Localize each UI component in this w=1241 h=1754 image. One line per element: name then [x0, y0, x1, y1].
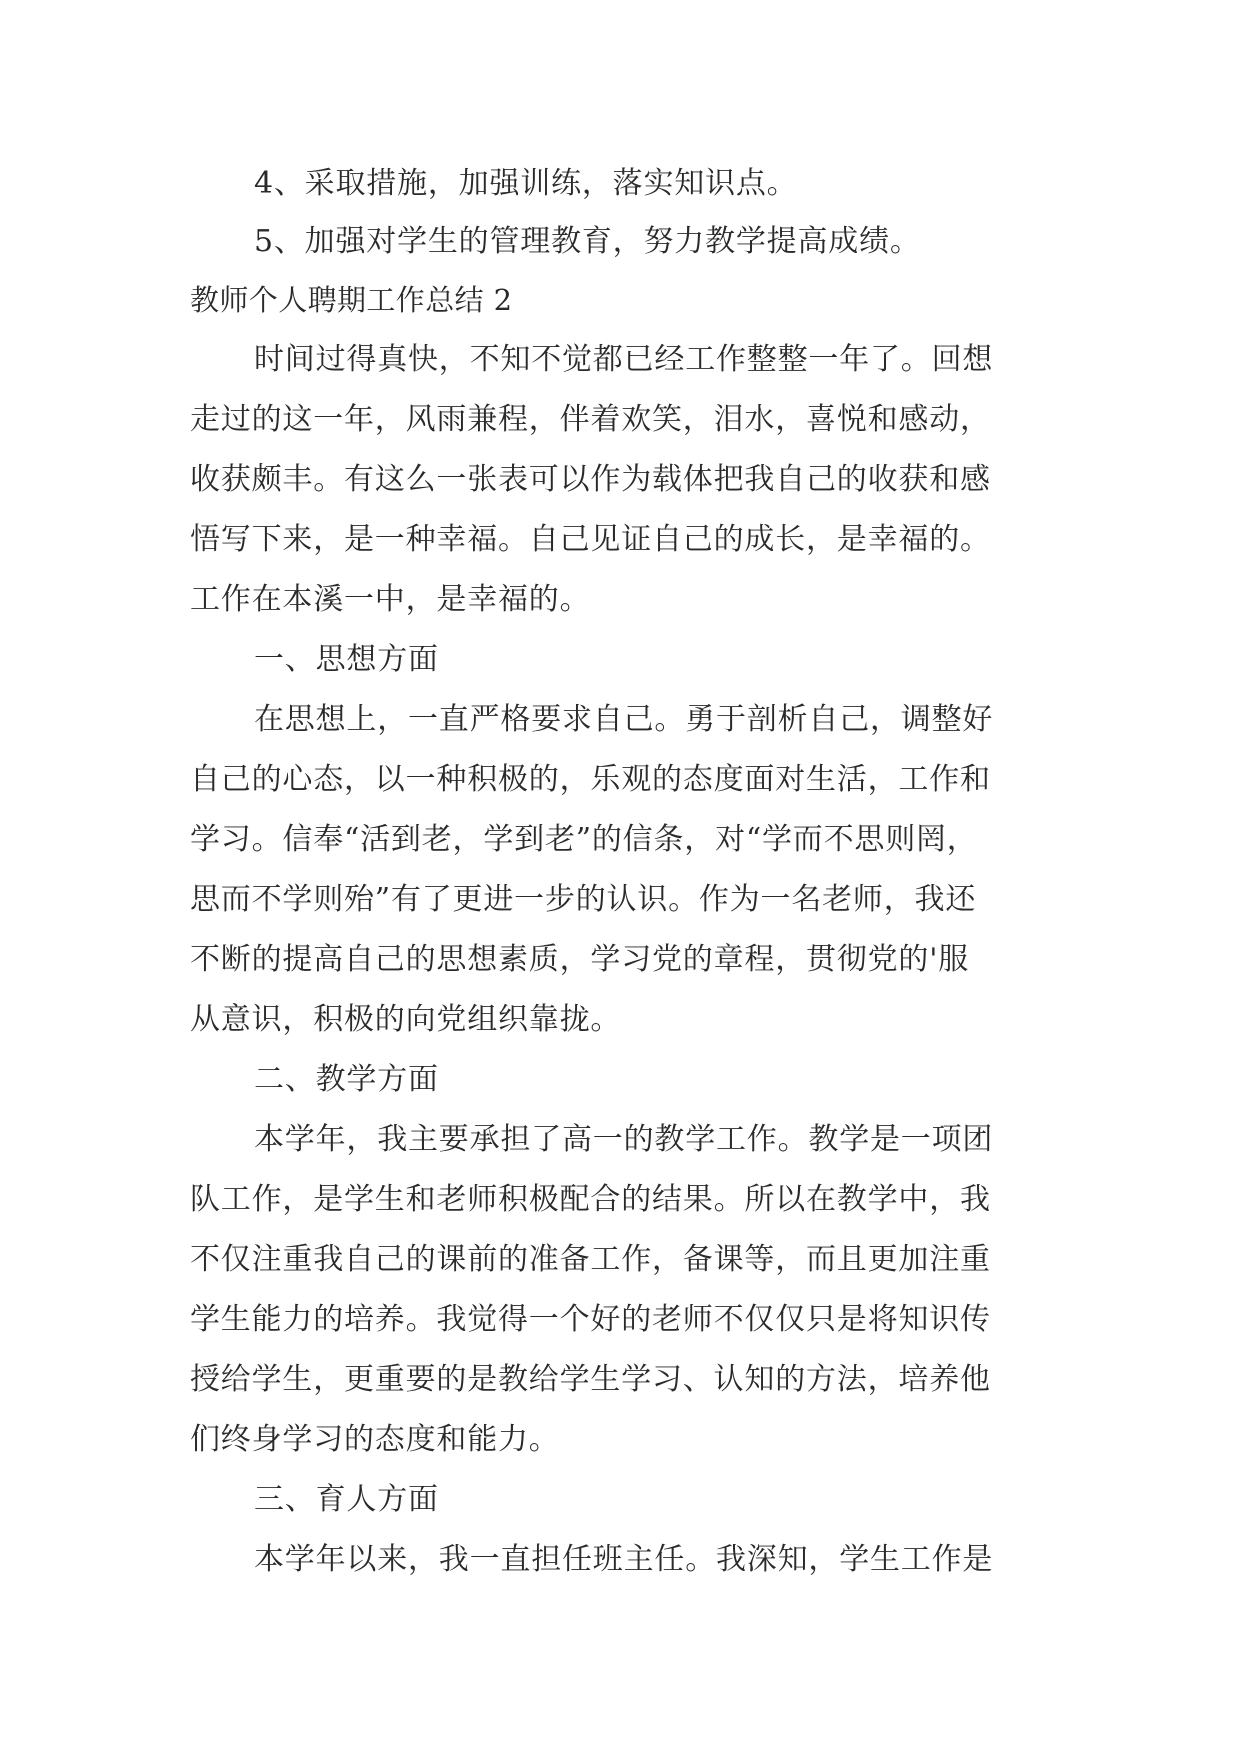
paragraph-line: 时间过得真快，不知不觉都已经工作整整一年了。回想 — [254, 342, 994, 377]
subheading: 一、思想方面 — [254, 642, 439, 677]
paragraph-line: 本学年以来，我一直担任班主任。我深知，学生工作是 — [254, 1542, 994, 1577]
section-title: 教师个人聘期工作总结 2 — [190, 283, 513, 317]
paragraph-line: 不仅注重我自己的课前的准备工作，备课等，而且更加注重 — [190, 1242, 991, 1277]
paragraph-line: 学生能力的培养。我觉得一个好的老师不仅仅只是将知识传 — [190, 1302, 991, 1337]
paragraph-line: 授给学生，更重要的是教给学生学习、认知的方法，培养他 — [190, 1362, 991, 1397]
paragraph-line: 本学年，我主要承担了高一的教学工作。教学是一项团 — [254, 1122, 994, 1157]
paragraph-line: 不断的提高自己的思想素质，学习党的章程，贯彻党的'服 — [190, 942, 970, 977]
paragraph-line: 自己的心态，以一种积极的，乐观的态度面对生活，工作和 — [190, 762, 991, 797]
paragraph-line: 悟写下来，是一种幸福。自己见证自己的成长，是幸福的。 — [190, 522, 991, 557]
list-item-5: 5、加强对学生的管理教育，努力教学提高成绩。 — [254, 224, 921, 259]
paragraph-line: 在思想上，一直严格要求自己。勇于剖析自己，调整好 — [254, 702, 994, 737]
paragraph-line: 们终身学习的态度和能力。 — [190, 1422, 560, 1457]
paragraph-line: 工作在本溪一中，是幸福的。 — [190, 582, 591, 617]
paragraph-line: 学习。信奉“活到老，学到老”的信条，对“学而不思则罔， — [190, 822, 978, 857]
subheading: 三、育人方面 — [254, 1482, 439, 1517]
paragraph-line: 队工作，是学生和老师积极配合的结果。所以在教学中，我 — [190, 1182, 991, 1217]
paragraph-line: 走过的这一年，风雨兼程，伴着欢笑，泪水，喜悦和感动， — [190, 402, 991, 437]
paragraph-line: 思而不学则殆”有了更进一步的认识。作为一名老师，我还 — [190, 882, 977, 917]
list-item-4: 4、采取措施，加强训练，落实知识点。 — [254, 166, 798, 201]
paragraph-line: 从意识，积极的向党组织靠拢。 — [190, 1002, 622, 1037]
subheading: 二、教学方面 — [254, 1062, 439, 1097]
paragraph-line: 收获颇丰。有这么一张表可以作为载体把我自己的收获和感 — [190, 462, 991, 497]
